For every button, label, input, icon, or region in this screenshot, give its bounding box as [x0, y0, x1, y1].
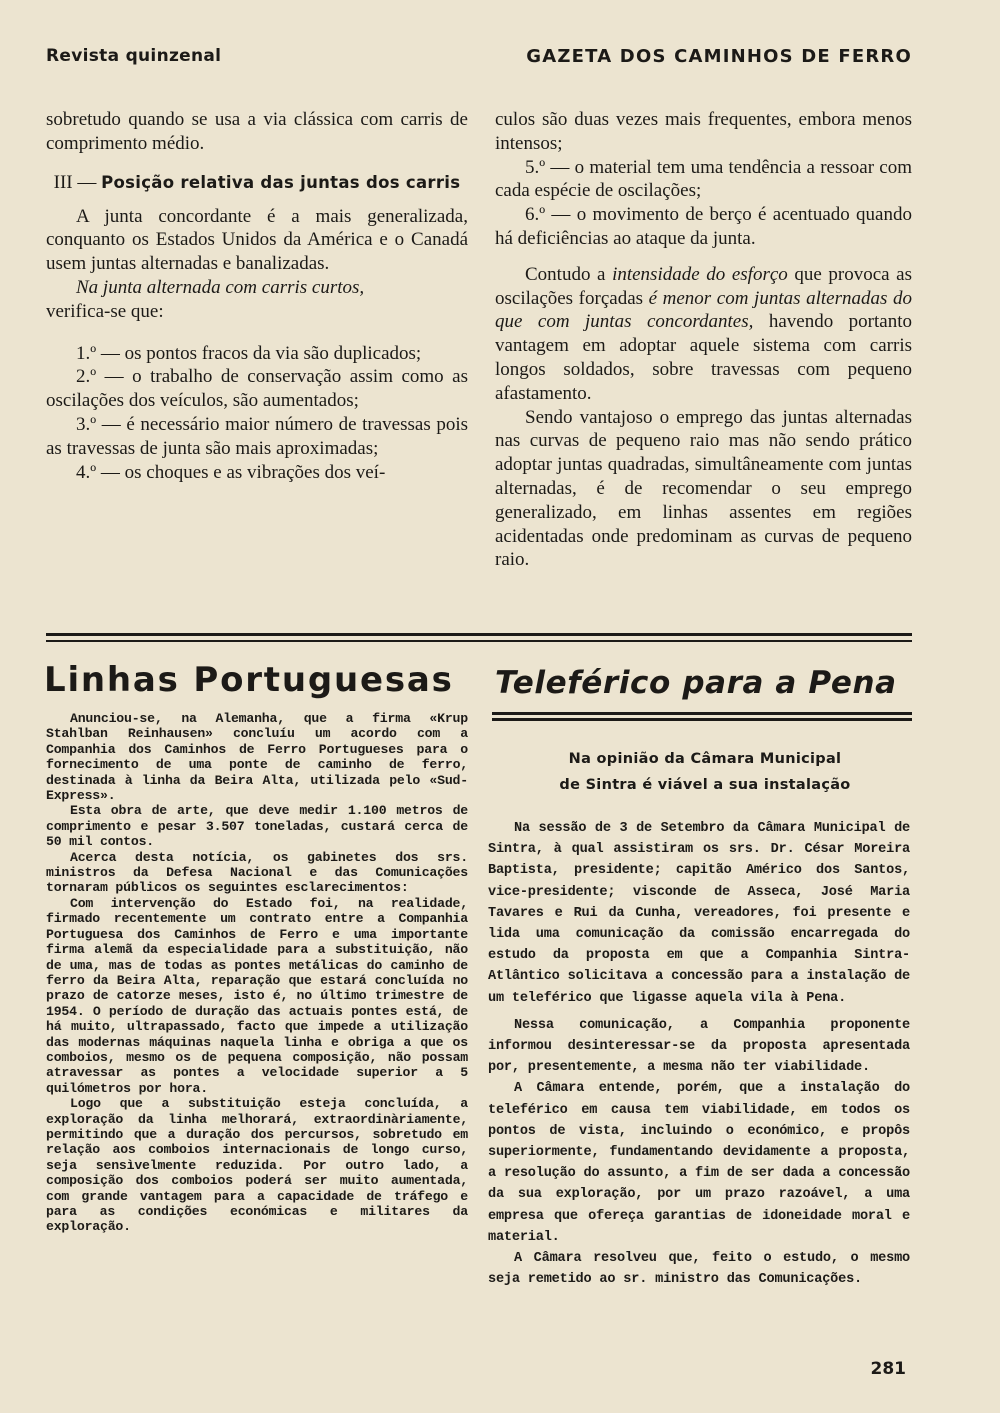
article-paragraph: Logo que a substituição esteja concluída, a exploração da linha melhorará, extraordinàriamente, permitindo que a duração dos percursos, sobretudo em relação aos comboios internacionais de longo curso, seja sensìvelmente reduzida. Por outro lado, a composição dos comboios poderá ser muito aumentada, com grande vantagem para a capacidade de tráfego e para as condições económicas e militares da exploração. — [46, 1096, 468, 1235]
article-paragraph: Nessa comunicação, a Companhia proponente informou desinteressar-se da proposta apresentada por, presentemente, a mesma não ter viabilidade. — [488, 1017, 910, 1076]
section-heading-text: Posição relativa das juntas dos carris — [101, 172, 461, 192]
italic-phrase: Na junta alternada com carris curtos, — [76, 276, 365, 298]
italic-phrase: é menor com juntas alternadas do que com juntas concordantes, — [495, 287, 912, 333]
list-item: 5.º — o material tem uma tendência a ressoar com cada espécie de oscilações; — [495, 156, 912, 202]
paragraph — [495, 263, 912, 406]
article-paragraph: Com intervenção do Estado foi, na realidade, firmado recentemente um contrato entre a Companhia Portuguesa dos Caminhos de Ferro e uma importante firma alemã da especialidade para a substituição, não de uma, mas de todas as pontes metálicas do caminho de ferro da Beira Alta, reparação que estará concluída no prazo de catorze meses, isto é, no último trimestre de 1954. O período de duração das actuais pontes está, de há muito, ultrapassado, facto que impede a utilização das modernas máquinas naquela linha e obriga a que os comboios, mesmo os de pequena composição, não possam atravessar as pontes a velocidade superior a 5 quilómetros por hora. — [46, 895, 468, 1096]
article-paragraph: Esta obra de arte, que deve medir 1.100 metros de comprimento e pesar 3.507 toneladas, custará cerca de 50 mil contos. — [46, 803, 468, 850]
top-right-column — [495, 108, 912, 628]
article-body-linhas — [46, 711, 468, 1316]
article-paragraph: Na sessão de 3 de Setembro da Câmara Municipal de Sintra, à qual assistiram os srs. Dr. César Moreira Baptista, presidente; capitão Américo dos Santos, vice-presidente; visconde de Asseca, José Maria Tavares e Rui da Cunha, vereadores, foi presente e lida uma comunicação da comissão encarregada do estudo da proposta em que a Companhia Sintra-Atlântico solicitava a concessão para a instalação de um teleférico que ligasse aquela vila à Pena. — [488, 821, 910, 1006]
section-heading — [46, 170, 468, 195]
title-underline — [492, 712, 912, 715]
paragraph: Sendo vantajoso o emprego das juntas alternadas nas curvas de pequeno raio mas não sendo prático adoptar juntas quadradas, simultâneamente com juntas alternadas, é de recomendar o seu emprego generalizado, em linhas assentes em regiões acidentadas onde predominam as curvas de pequeno raio. — [495, 406, 912, 571]
text-run: que provoca as oscilações forçadas — [495, 263, 912, 309]
paragraph: culos são duas vezes mais frequentes, embora menos intensos; — [495, 109, 912, 154]
page-header — [46, 46, 912, 76]
paragraph: A junta concordante é a mais generalizada, conquanto os Estados Unidos da América e o Canadá usem juntas alternadas e banalizadas. — [46, 205, 468, 275]
list-item: 3.º — é necessário maior número de travessas pois as travessas de junta são mais aproximadas; — [46, 413, 468, 459]
list-item: 4.º — os choques e as vibrações dos veí- — [76, 461, 386, 483]
title-underline — [492, 718, 912, 721]
paragraph-continuation: verifica-se que: — [46, 300, 164, 322]
article-subtitle — [495, 746, 915, 798]
article-paragraph: Acerca desta notícia, os gabinetes dos srs. ministros da Defesa Nacional e das Comunicações tornaram públicos os seguintes esclarecimentos: — [46, 849, 468, 896]
article-paragraph: Anunciou-se, na Alemanha, que a firma «Krup Stahlban Reinhausen» concluíu um acordo com a Companhia dos Caminhos de Ferro Portugueses para o fornecimento de uma ponte de caminho de ferro, destinada à linha da Beira Alta, utilizada pelo «Sud-Express». — [46, 711, 468, 804]
article-title-linhas: Linhas Portuguesas — [44, 660, 454, 700]
section-heading-number: III — — [53, 171, 97, 193]
italic-phrase: intensidade do esforço — [612, 263, 788, 285]
divider-rule — [46, 640, 912, 642]
header-right-text: GAZETA DOS CAMINHOS DE FERRO — [526, 46, 912, 67]
top-left-column — [46, 108, 468, 628]
article-paragraph: A Câmara resolveu que, feito o estudo, o mesmo seja remetido ao sr. ministro das Comunicações. — [488, 1251, 910, 1288]
list-item: 2.º — o trabalho de conservação assim como as oscilações dos veículos, são aumentados; — [46, 366, 468, 412]
divider-rule — [46, 633, 912, 636]
page-number: 281 — [870, 1359, 906, 1379]
list-item: 6.º — o movimento de berço é acentuado quando há deficiências ao ataque da junta. — [495, 204, 912, 249]
paragraph: sobretudo quando se usa a via clássica com carris de comprimento médio. — [46, 109, 468, 154]
header-left-text: Revista quinzenal — [46, 46, 222, 66]
text-run: Contudo a — [525, 263, 613, 285]
article-title-teleferico: Teleférico para a Pena — [495, 665, 897, 701]
paragraph — [46, 276, 468, 324]
list-item: 1.º — os pontos fracos da via são duplicados; — [76, 342, 422, 364]
subtitle-line: de Sintra é viável a sua instalação — [559, 777, 851, 793]
subtitle-line: Na opinião da Câmara Municipal — [568, 751, 842, 767]
article-body-teleferico — [488, 818, 910, 1320]
text-run: havendo portanto vantagem em adoptar aquele sistema com carris longos soldados, sobre travessas com pequeno afastamento. — [495, 311, 912, 404]
article-paragraph: A Câmara entende, porém, que a instalação do teleférico em causa tem viabilidade, em todos os pontos de vista, incluindo o económico, e propôs superiormente, fundamentando devidamente a proposta, a resolução do assunto, a fim de ser dada a concessão da sua exploração, por um prazo razoável, a uma empresa que ofereça garantias de idoneidade moral e material. — [488, 1081, 910, 1245]
